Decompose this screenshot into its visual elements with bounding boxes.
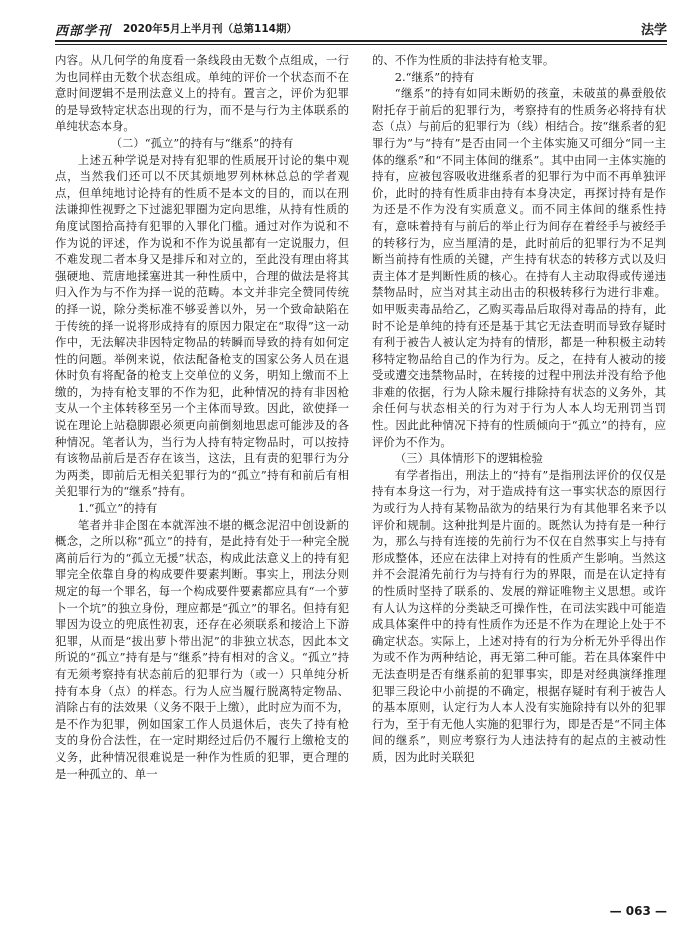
page-number: — 063 — — [609, 904, 667, 918]
subsection-heading: （二）“孤立”的持有与“继系”的持有 — [110, 135, 294, 150]
left-column — [55, 52, 349, 782]
subsection-heading: （三）具体情形下的逻辑检验 — [394, 451, 543, 466]
subsection-heading: 1.“孤立”的持有 — [77, 501, 158, 516]
journal-logo: 西部学刊 — [55, 24, 112, 39]
paragraph: “继系”的持有如同未断奶的孩童，未破茧的鼻蚕般依附托存于前后的犯罪行为，考察持有的性质务必将持有状态（点）与前后的犯罪行为（线）相结合。按“继系者的犯罪行为”与“持有”是否由同一个主体实施又可细分“同一主体的继系”和“不同主体间的继系”。其中由同一主体实施的持有，应被包容吸收进继系者的犯罪行为中而不再单独评价，此时的持有性质非由持有本身决定，再探讨持有是作为还是不作为没有实质意义。而不同主体间的继系性持有，意味着持有与前后的举止行为间存在着经手与被经手的转移行为，应当厘清的是，此时前后的犯罪行为不足判断当前持有性质的关键，产生持有状态的转移方式以及归责主体才是判断性质的核心。在持有人主动取得或传递违禁物品时，应当对其主动出击的积极转移行为进行非难。如甲贩卖毒品给乙，乙购买毒品后取得对毒品的持有，此时不论是单纯的持有还是基于其它无法查明而导致存疑时有利于被告人被认定为持有的情形，都是一种积极主动转移特定物品给自己的作为行为。反之，在持有人被动的接受或遭交违禁物品时，在转接的过程中刑法并没有给予他非难的依据，行为人除未履行排除持有状态的义务外，其余任何与状态相关的行为对于行为人本人均无刑罚当罚性。因此此种情况下持有的性质倾向于“孤立”的持有，应评价为不作为。 — [372, 86, 666, 449]
paragraph-continued: 的、不作为性质的非法持有枪支罪。 — [372, 53, 555, 67]
right-column — [372, 52, 666, 766]
paragraph: 笔者并非企图在本就浑浊不堪的概念泥沼中创设新的概念，之所以称“孤立”的持有，是此持有处于一种完全脱离前后行为的“孤立无援”状态，构成此法意义上的持有犯罪完全依靠自身的构成要件要素判断。事实上，刑法分则规定的每一个罪名，每一个构成要件要素都应具有“一个萝卜一个坑”的独立身份，理应都是“孤立”的罪名。但持有犯罪因为设立的兜底性初衷，还存在必须联系和接洽上下游犯罪，从而是“拔出萝卜带出泥”的非独立状态，因此本文所说的“孤立”持有是与“继系”持有相对的含义。“孤立”持有无须考察持有状态前后的犯罪行为（或一）只单纯分析持有本身（点）的样态。行为人应当履行脱离特定物品、消除占有的法效果（义务不限于上缴），此时应为而不为，是不作为犯罪，例如国家工作人员退休后，丧失了持有枪支的身份合法性，在一定时期经过后仍不履行上缴枪支的义务，此种情况很难说是一种作为性质的犯罪，更合理的是一种孤立的、单一 — [55, 517, 349, 781]
header-rule-thin — [55, 44, 667, 45]
header-rule-thick — [55, 40, 667, 42]
paragraph: 有学者指出，刑法上的“持有”是指刑法评价的仅仅是持有本身这一行为，对于造成持有这一事实状态的原因行为或行为人持有某物品欲为的结果行为有其他罪名来予以评价和规制。这种批判是片面的。既然认为持有是一种行为，那么与持有连接的先前行为不仅在自然事实上与持有形成整体，还应在法律上对持有的性质产生影响。当然这并不会混淆先前行为与持有行为的界限，而是在认定持有的性质时坚持了联系的、发展的辩证唯物主义思想。或许有人认为这样的分类缺乏可操作性，在司法实践中可能造成具体案件中的持有性质作为还是不作为在理论上处于不确定状态。实际上，上述对持有的行为分析无外乎得出作为或不作为两种结论，再无第二种可能。若在具体案件中无法查明是否有继系前的犯罪事实，即是对经典演绎推理犯罪三段论中小前提的不确定，根据存疑时有利于被告人的基本原则，认定行为人本人没有实施除持有以外的犯罪行为，至于有无他人实施的犯罪行为，即是否是“不同主体间的继系”，则应考察行为人违法持有的起点的主被动性质，因为此时关联犯 — [372, 467, 666, 764]
paragraph: 上述五种学说是对持有犯罪的性质展开讨论的集中观点，当然我们还可以不厌其烦地罗列林林总总的学者观点，但单纯地讨论持有的性质不是本文的目的，而以在刑法谦抑性视野之下过滤犯罪圈为定向思维，从持有性质的角度试图拾高持有犯罪的入罪化门槛。通过对作为说和不作为说的评述，作为说和不作为说虽都有一定说服力，但不难发现二者本身又是排斥和对立的，至此没有理由将其强硬地、荒唐地揉塞进其一种性质中，合理的做法是将其归入作为与不作为择一说的范畴。本文并非完全赞同传统的择一说，除分类标准不够妥善以外，另一个致命缺陷在于传统的择一说将形成持有的原因力限定在“取得”这一动作中，无法解决非因特定物品的转瞬而导致的持有如何定性的问题。举例来说，依法配备枪支的国家公务人员在退休时负有将配备的枪支上交单位的义务，明知上缴而不上缴的，为持有枪支罪的不作为犯，此种情况的持有非因枪支从一个主体转移至另一个主体而导致。因此，欲使择一说在理论上站稳脚跟必须更向前倒刻地思虑可能涉及的各种情况。笔者认为，当行为人持有特定物品时，可以按持有该物品前后是否存在该当，这法，且有责的犯罪行为分为两类，即前后无相关犯罪行为的“孤立”持有和前后有相关犯罪行为的“继系”持有。 — [55, 152, 349, 499]
page-header — [55, 18, 667, 40]
issue-info: 2020年5月上半月刊（总第114期） — [123, 23, 297, 35]
section-label: 法学 — [640, 23, 667, 38]
subsection-heading: 2.“继系”的持有 — [394, 69, 475, 84]
paragraph-continued: 内容。从几何学的角度看一条线段由无数个点组成，一行为也同样由无数个状态组成。单纯的评价一个状态而不在意时间逻辑不是刑法意义上的持有。置言之，评价为犯罪的是导致特定状态出现的行为，而不是与行为主体联系的单纯状态本身。 — [55, 53, 349, 134]
